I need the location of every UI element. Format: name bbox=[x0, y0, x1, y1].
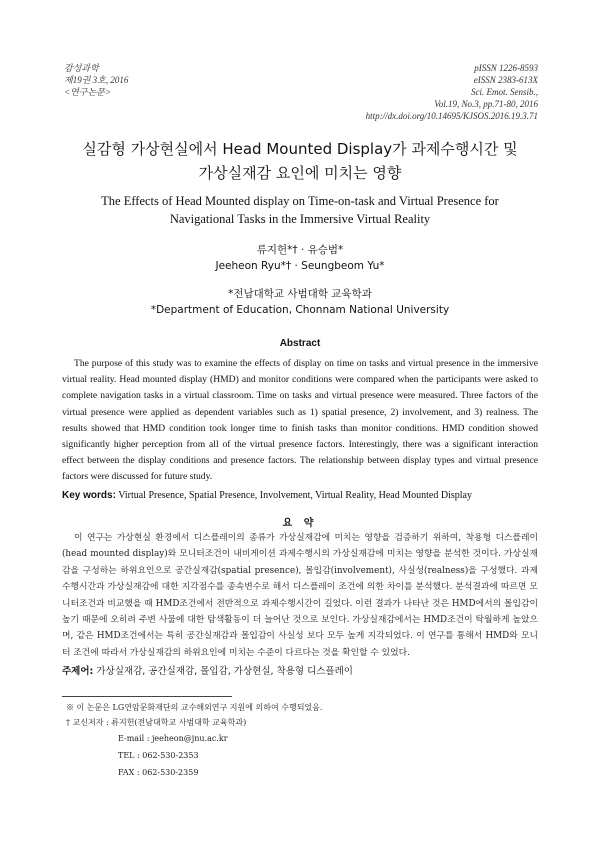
korean-abstract-text: 이 연구는 가상현실 환경에서 디스플레이의 종류가 가상실재감에 미치는 영향을 검증하기 위하여, 착용형 디스플레이(head mounted display)와 모니터조건이 내비게이션 과제수행시의 가상실재감에 미치는 영향을 분석한 것이다. 가상실재감을 구성하는 하위요인으로 공간실재감(spatial presence), 몰입감(involvement), 사실성(realness)을 구성했다. 과제수행시간과 가상실재감에 대한 지각점수를 종속변수로 해서 디스플레이 조건에 의한 차이를 분석했다. 분석결과에 따르면 모니터조건과 비교했을 때 HMD조건에서 전반적으로 과제수행시간이 길었다. 이런 결과가 나타난 것은 HMD에서의 몰입감이 높기 때문에 오히려 주변 사물에 대한 탐색활동이 더 늘어난 것으로 보인다. 가상실재감에서는 HMD조건이 탁월하게 높았으며, 같은 HMD조건에서는 특히 공간실재감과 몰입감이 사실성 보다 모두 높게 지각되었다. 이 연구를 통해서 HMD와 모니터 조건에 따라서 가상실재감의 하위요인에 미치는 수준이 다르다는 것을 확인할 수 있었다. bbox=[62, 533, 538, 658]
journal-header-right bbox=[366, 62, 538, 122]
article-type-ko: <연구논문> bbox=[64, 87, 111, 97]
pissn: pISSN 1226-8593 bbox=[474, 63, 538, 73]
keywords-text: Virtual Presence, Spatial Presence, Involvement, Virtual Reality, Head Mounted Display bbox=[118, 490, 472, 501]
footnote-corresponding: † 교신저자 : 류지헌(전남대학교 사범대학 교육학과) bbox=[66, 718, 247, 727]
journal-volume-ko: 제19권 3호, 2016 bbox=[64, 75, 129, 85]
footnote-tel: TEL : 062-530-2353 bbox=[118, 751, 199, 760]
journal-volume-en: Vol.19, No.3, pp.71-80, 2016 bbox=[434, 99, 538, 109]
title-ko-line2: 가상실재감 요인에 미치는 영향 bbox=[198, 164, 402, 182]
footnote-fax: FAX : 062-530-2359 bbox=[118, 768, 199, 777]
footnote-email[interactable]: E-mail : jeeheon@jnu.ac.kr bbox=[118, 734, 228, 743]
abstract-heading: Abstract bbox=[279, 338, 321, 349]
abstract-text: The purpose of this study was to examine the effects of display on time on tasks and virtual presence in the immersive virtual reality. Head mounted display (HMD) and monitor conditions were compared when the participants were asked to complete navigation tasks in a virtual classroom. Time on tasks and virtual presence were measured. Three factors of the virtual presence were applied as dependent variables such as 1) spatial presence, 2) involvement, and 3) realness. The results showed that HMD condition took longer time to finish tasks than monitor conditions. HMD condition showed significantly higher perception from all of the virtual presence factors. Interestingly, there was a significant interaction effect between the display conditions and presence factors. The relationship between display types and virtual presence factors were discussed for future study. bbox=[62, 358, 538, 483]
journal-header-left bbox=[64, 62, 128, 98]
journal-name-ko: 감성과학 bbox=[64, 63, 99, 73]
title-ko-line1: 실감형 가상현실에서 Head Mounted Display가 과제수행시간 및 bbox=[82, 140, 518, 158]
title-en-line1: The Effects of Head Mounted display on Time-on-task and Virtual Presence for bbox=[101, 194, 499, 208]
korean-keywords-text: 가상실재감, 공간실재감, 몰입감, 가상현실, 착용형 디스플레이 bbox=[96, 666, 353, 677]
korean-keywords bbox=[62, 665, 538, 679]
eissn: eISSN 2383-613X bbox=[473, 75, 538, 85]
journal-name-en: Sci. Emot. Sensib., bbox=[471, 87, 538, 97]
doi-link[interactable]: http://dx.doi.org/10.14695/KJSOS.2016.19.3.71 bbox=[365, 111, 538, 121]
authors-ko: 류지헌*† · 유승범* bbox=[256, 244, 344, 256]
keywords-label: Key words: bbox=[62, 490, 116, 501]
korean-abstract-heading: 요 약 bbox=[282, 518, 318, 529]
affiliation-ko: *전남대학교 사범대학 교육학과 bbox=[228, 288, 372, 300]
title-en-line2: Navigational Tasks in the Immersive Virtual Reality bbox=[169, 212, 431, 226]
footnote-rule bbox=[62, 696, 232, 697]
authors-en: Jeeheon Ryu*† · Seungbeom Yu* bbox=[215, 260, 385, 272]
keywords bbox=[62, 489, 538, 503]
affiliation-en: *Department of Education, Chonnam National University bbox=[150, 304, 450, 316]
korean-keywords-label: 주제어: bbox=[62, 666, 94, 677]
footnote-funding: ※ 이 논문은 LG연암문화재단의 교수해외연구 지원에 의하여 수행되었음. bbox=[66, 703, 323, 712]
